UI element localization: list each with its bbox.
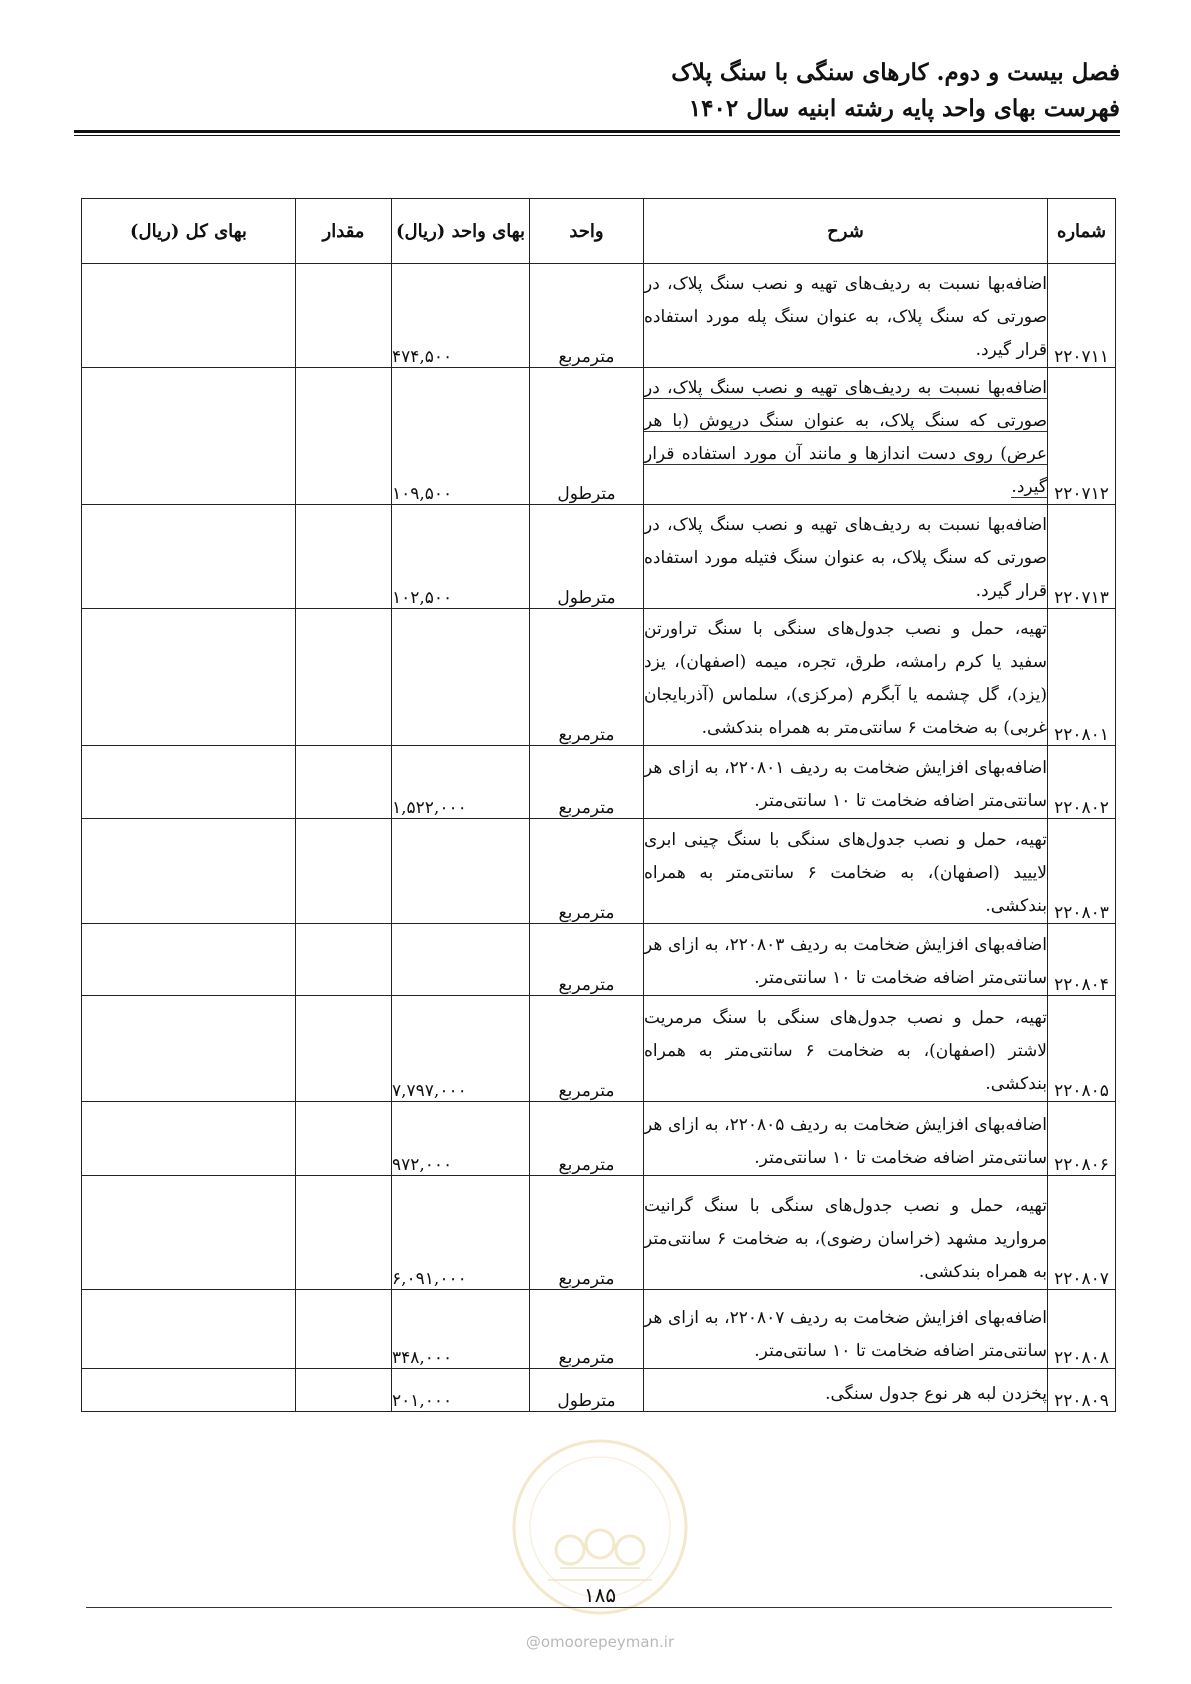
item-unit: مترمربع — [530, 1290, 644, 1369]
table-row — [82, 996, 1116, 1102]
item-total-price — [82, 505, 296, 609]
item-quantity — [296, 1290, 392, 1369]
chapter-title: فصل بیست و دوم. کارهای سنگی با سنگ پلاک — [671, 59, 1120, 86]
price-list-table — [81, 198, 1116, 1412]
header-unit: واحد — [530, 199, 644, 264]
item-total-price — [82, 996, 296, 1102]
item-number: ۲۲۰۸۰۹ — [1048, 1369, 1116, 1412]
item-unit-price: ۱,۵۲۲,۰۰۰ — [392, 746, 530, 819]
footer-rule — [86, 1607, 1112, 1608]
item-unit: مترمربع — [530, 1176, 644, 1290]
item-quantity — [296, 368, 392, 505]
item-total-price — [82, 1369, 296, 1412]
item-total-price — [82, 1290, 296, 1369]
item-quantity — [296, 1176, 392, 1290]
item-unit: مترمربع — [530, 746, 644, 819]
item-unit-price: ۴۷۴,۵۰۰ — [392, 264, 530, 368]
table-row — [82, 264, 1116, 368]
item-number: ۲۲۰۸۰۳ — [1048, 819, 1116, 924]
header-description: شرح — [644, 199, 1048, 264]
item-description: تهیه، حمل و نصب جدول‌های سنگی با سنگ چینی ابری لاییید (اصفهان)، به ضخامت ۶ سانتی‌متر به همراه بندکشی. — [644, 819, 1048, 924]
item-description: اضافه‌بهای افزایش ضخامت به ردیف ۲۲۰۸۰۷، به ازای هر سانتی‌متر اضافه ضخامت تا ۱۰ سانتی‌متر. — [644, 1290, 1048, 1369]
item-quantity — [296, 924, 392, 996]
item-description: اضافه‌بهای افزایش ضخامت به ردیف ۲۲۰۸۰۱، به ازای هر سانتی‌متر اضافه ضخامت تا ۱۰ سانتی‌متر. — [644, 746, 1048, 819]
item-unit-price — [392, 819, 530, 924]
item-quantity — [296, 264, 392, 368]
item-description — [644, 368, 1048, 505]
header-total-price: بهای کل (ریال) — [82, 199, 296, 264]
item-unit: مترمربع — [530, 924, 644, 996]
item-number: ۲۲۰۸۰۸ — [1048, 1290, 1116, 1369]
item-unit: مترمربع — [530, 1102, 644, 1176]
item-description: اضافه‌بها نسبت به ردیف‌های تهیه و نصب سنگ پلاک، در صورتی که سنگ پلاک، به عنوان سنگ فتیله مورد استفاده قرار گیرد. — [644, 505, 1048, 609]
item-number: ۲۲۰۸۰۵ — [1048, 996, 1116, 1102]
header-number: شماره — [1048, 199, 1116, 264]
item-quantity — [296, 819, 392, 924]
page-header — [70, 55, 1120, 127]
table-row — [82, 505, 1116, 609]
header-rule-thin — [74, 135, 1120, 136]
table-row — [82, 1290, 1116, 1369]
item-description: تهیه، حمل و نصب جدول‌های سنگی با سنگ تراورتن سفید یا کرم رامشه، طرق، تجره، میمه (اصفهان)، یزد (یزد)، گل چشمه یا آبگرم (مرکزی)، سلماس (آذربایجان غربی) به ضخامت ۶ سانتی‌متر به همراه بندکشی. — [644, 609, 1048, 746]
item-quantity — [296, 609, 392, 746]
item-unit: مترطول — [530, 505, 644, 609]
item-description: تهیه، حمل و نصب جدول‌های سنگی با سنگ مرمریت لاشتر (اصفهان)، به ضخامت ۶ سانتی‌متر به همراه بندکشی. — [644, 996, 1048, 1102]
item-quantity — [296, 505, 392, 609]
item-total-price — [82, 368, 296, 505]
table-row — [82, 746, 1116, 819]
item-unit: مترمربع — [530, 819, 644, 924]
item-number: ۲۲۰۸۰۱ — [1048, 609, 1116, 746]
document-title: فهرست بهای واحد پایه رشته ابنیه سال ۱۴۰۲ — [688, 95, 1120, 122]
item-description: پخزدن لبه هر نوع جدول سنگی. — [644, 1369, 1048, 1412]
item-number: ۲۲۰۷۱۱ — [1048, 264, 1116, 368]
item-number: ۲۲۰۸۰۷ — [1048, 1176, 1116, 1290]
item-description: اضافه‌بهای افزایش ضخامت به ردیف ۲۲۰۸۰۵، به ازای هر سانتی‌متر اضافه ضخامت تا ۱۰ سانتی‌متر. — [644, 1102, 1048, 1176]
item-unit-price: ۳۴۸,۰۰۰ — [392, 1290, 530, 1369]
item-number: ۲۲۰۸۰۶ — [1048, 1102, 1116, 1176]
table-header-row — [82, 199, 1116, 264]
item-number: ۲۲۰۸۰۲ — [1048, 746, 1116, 819]
item-total-price — [82, 264, 296, 368]
item-description: اضافه‌بهای افزایش ضخامت به ردیف ۲۲۰۸۰۳، به ازای هر سانتی‌متر اضافه ضخامت تا ۱۰ سانتی‌متر. — [644, 924, 1048, 996]
item-number: ۲۲۰۸۰۴ — [1048, 924, 1116, 996]
item-number: ۲۲۰۷۱۳ — [1048, 505, 1116, 609]
table-row — [82, 1176, 1116, 1290]
item-unit: مترمربع — [530, 996, 644, 1102]
item-total-price — [82, 1176, 296, 1290]
header-quantity: مقدار — [296, 199, 392, 264]
item-unit-price: ۷,۷۹۷,۰۰۰ — [392, 996, 530, 1102]
item-description: تهیه، حمل و نصب جدول‌های سنگی با سنگ گرانیت مروارید مشهد (خراسان رضوی)، به ضخامت ۶ سانتی‌متر به همراه بندکشی. — [644, 1176, 1048, 1290]
table-row — [82, 819, 1116, 924]
table-row — [82, 924, 1116, 996]
item-unit: مترطول — [530, 368, 644, 505]
item-quantity — [296, 746, 392, 819]
item-unit-price — [392, 924, 530, 996]
item-unit-price: ۹۷۲,۰۰۰ — [392, 1102, 530, 1176]
item-description-text: اضافه‌بها نسبت به ردیف‌های تهیه و نصب سنگ پلاک، در صورتی که سنگ پلاک، به عنوان سنگ درپوش (با هر عرض) روی دست اندازها و مانند آن مورد استفاده قرار گیرد. — [644, 378, 1047, 497]
table-row — [82, 1369, 1116, 1412]
table-row — [82, 368, 1116, 505]
website-watermark: @omoorepeyman.ir — [525, 1633, 675, 1651]
header-unit-price: بهای واحد (ریال) — [392, 199, 530, 264]
item-total-price — [82, 1102, 296, 1176]
item-unit-price: ۶,۰۹۱,۰۰۰ — [392, 1176, 530, 1290]
table-row — [82, 609, 1116, 746]
item-total-price — [82, 609, 296, 746]
item-unit-price — [392, 609, 530, 746]
item-total-price — [82, 924, 296, 996]
item-description: اضافه‌بها نسبت به ردیف‌های تهیه و نصب سنگ پلاک، در صورتی که سنگ پلاک، به عنوان سنگ پله مورد استفاده قرار گیرد. — [644, 264, 1048, 368]
table-row — [82, 1102, 1116, 1176]
item-total-price — [82, 746, 296, 819]
item-quantity — [296, 996, 392, 1102]
item-quantity — [296, 1369, 392, 1412]
item-unit: مترمربع — [530, 609, 644, 746]
item-unit: مترمربع — [530, 264, 644, 368]
item-quantity — [296, 1102, 392, 1176]
page-number: ۱۸۵ — [583, 1583, 617, 1607]
item-unit: مترطول — [530, 1369, 644, 1412]
item-unit-price: ۱۰۹,۵۰۰ — [392, 368, 530, 505]
item-total-price — [82, 819, 296, 924]
item-number: ۲۲۰۷۱۲ — [1048, 368, 1116, 505]
item-unit-price: ۱۰۲,۵۰۰ — [392, 505, 530, 609]
item-unit-price: ۲۰۱,۰۰۰ — [392, 1369, 530, 1412]
header-rule-thick — [74, 130, 1120, 133]
